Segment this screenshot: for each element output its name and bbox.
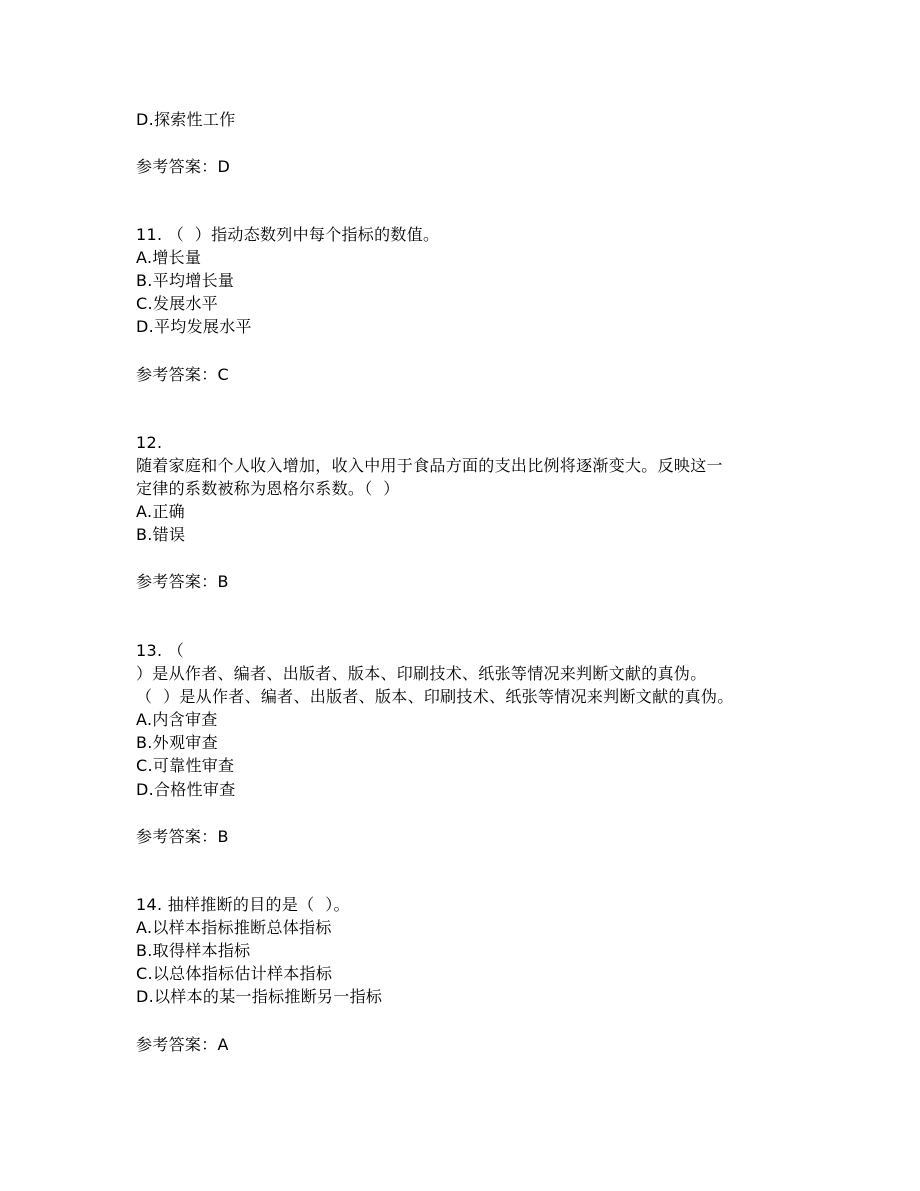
question-11-option-a: A.增长量: [136, 248, 202, 267]
question-12-stem-line-1: 随着家庭和个人收入增加，收入中用于食品方面的支出比例将逐渐变大。反映这一: [136, 456, 723, 475]
question-14-option-b: B.取得样本指标: [136, 941, 251, 960]
question-13-stem-line-2: （ ）是从作者、编者、出版者、版本、印刷技术、纸张等情况来判断文献的真伪。: [136, 687, 734, 706]
question-14-answer: 参考答案：A: [136, 1035, 229, 1054]
question-14-stem: 14. 抽样推断的目的是（ ）。: [136, 895, 350, 914]
question-13-option-b: B.外观审查: [136, 733, 218, 752]
question-14-option-c: C.以总体指标估计样本指标: [136, 964, 333, 983]
question-13-stem-line-1: ）是从作者、编者、出版者、版本、印刷技术、纸张等情况来判断文献的真伪。: [136, 664, 707, 683]
question-13-option-d: D.合格性审查: [136, 780, 236, 799]
option-d: D.探索性工作: [136, 110, 236, 129]
question-13-answer: 参考答案：B: [136, 827, 229, 846]
question-11-option-b: B.平均增长量: [136, 271, 235, 290]
question-12-number: 12.: [136, 433, 163, 452]
answer-key: 参考答案：D: [136, 157, 231, 176]
question-12-stem-line-2: 定律的系数被称为恩格尔系数。（ ）: [136, 479, 400, 498]
question-13-option-c: C.可靠性审查: [136, 756, 235, 775]
question-13-option-a: A.内含审查: [136, 710, 218, 729]
question-14-option-a: A.以样本指标推断总体指标: [136, 918, 332, 937]
question-12-option-a: A.正确: [136, 502, 185, 521]
question-11-option-c: C.发展水平: [136, 294, 219, 313]
question-14-option-d: D.以样本的某一指标推断另一指标: [136, 987, 383, 1006]
question-11-stem: 11. （ ）指动态数列中每个指标的数值。: [136, 225, 440, 244]
question-11-answer: 参考答案：C: [136, 365, 229, 384]
question-12-option-b: B.错误: [136, 525, 186, 544]
question-11-option-d: D.平均发展水平: [136, 317, 252, 336]
question-13-number: 13. （: [136, 641, 185, 660]
question-12-answer: 参考答案：B: [136, 572, 229, 591]
